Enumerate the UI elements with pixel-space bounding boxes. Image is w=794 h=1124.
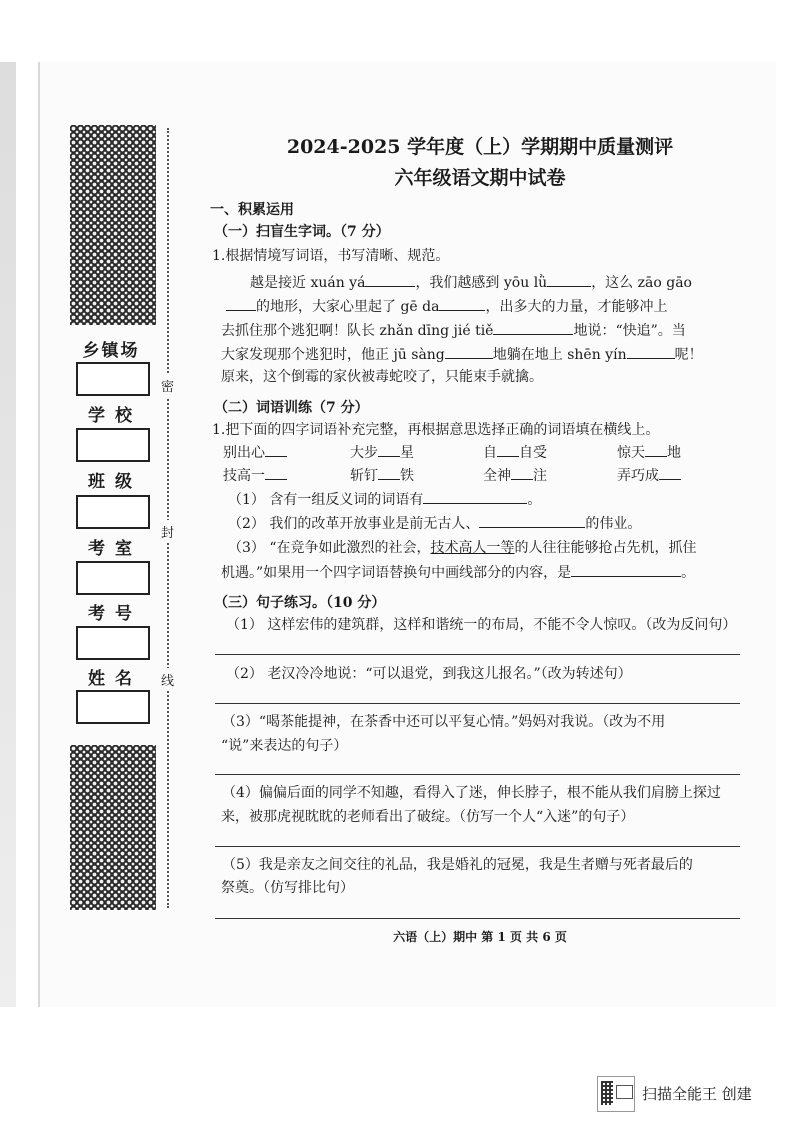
passage-line-5: 原来，这个倒霉的家伙被毒蛇咬了，只能束手就擒。 [221, 369, 543, 385]
answer-line-5[interactable] [215, 918, 740, 919]
part2-instruction: 1.把下面的四字词语补充完整，再根据意思选择正确的词语填在横线上。 [212, 422, 660, 438]
idiom-1: 别出心 [223, 442, 287, 463]
idiom-8: 弄巧成 [617, 465, 681, 486]
binding-line [167, 128, 169, 908]
answer-blank-q2[interactable] [479, 513, 585, 528]
exam-number-field[interactable] [76, 626, 150, 660]
answer-blank-zhandingjietie[interactable] [493, 320, 573, 335]
exam-title: 2024-2025 学年度（上）学期期中质量测评 [286, 136, 674, 158]
answer-line-3[interactable] [215, 774, 740, 775]
security-pattern-bottom [70, 745, 156, 910]
label-township: 乡镇场 [82, 341, 140, 361]
answer-line-2[interactable] [215, 703, 740, 704]
township-field[interactable] [76, 362, 150, 396]
scanner-watermark: 扫描全能王 创建 [642, 1085, 752, 1103]
idiom-7: 全神 注 [483, 465, 547, 486]
idiom-blank[interactable] [497, 442, 519, 457]
answer-line-1[interactable] [215, 654, 740, 655]
idiom-blank[interactable] [378, 442, 400, 457]
answer-blank-jusang[interactable] [445, 344, 493, 359]
answer-blank-xuanya[interactable] [365, 272, 415, 287]
security-pattern-top [70, 125, 156, 325]
vocab-question-3: （3） “在竞争如此激烈的社会，技术高人一等的人往往能够抢占先机，抓住 [228, 540, 697, 556]
vocab-question-1: （1） 含有一组反义词的词语有 。 [228, 489, 541, 510]
sentence-task-4-cont: 来，被那虎视眈眈的老师看出了破绽。（仿写一个人“入迷”的句子） [221, 809, 635, 825]
answer-blank-q1[interactable] [423, 489, 527, 504]
part1-instruction: 1.根据情境写词语，书写清晰、规范。 [212, 248, 450, 264]
underlined-phrase: 技术高人一等 [430, 540, 515, 556]
idiom-3: 自 自受 [483, 442, 547, 463]
part1-heading: （一）扫盲生字词。（7 分） [214, 224, 390, 240]
idiom-blank[interactable] [265, 465, 287, 480]
vocab-question-2: （2） 我们的改革开放事业是前无古人、 的伟业。 [228, 513, 641, 534]
seal-char-xian: 线 [161, 668, 174, 691]
idiom-blank[interactable] [511, 465, 533, 480]
idiom-blank[interactable] [378, 465, 400, 480]
answer-blank-shenyin[interactable] [627, 344, 675, 359]
idiom-blank[interactable] [659, 465, 681, 480]
exam-room-field[interactable] [76, 561, 150, 595]
idiom-5: 技高一 [223, 465, 287, 486]
sentence-task-1: （1） 这样宏伟的建筑群，这样和谐统一的布局，不能不令人惊叹。（改为反问句） [226, 617, 737, 633]
idiom-blank[interactable] [265, 442, 287, 457]
passage-line-4: 大家发现那个逃犯时，他正 jū sàng 地躺在地上 shēn yín 呢！ [221, 344, 703, 365]
sentence-task-2: （2） 老汉冷冷地说：“可以退党，到我这儿报名。”（改为转述句） [226, 666, 632, 682]
answer-blank-zaogao[interactable] [226, 296, 256, 311]
label-exam-room: 考 室 [88, 539, 134, 559]
answer-line-4[interactable] [215, 846, 740, 847]
sentence-task-3-cont: “说”来表达的句子） [221, 738, 348, 754]
seal-char-feng: 封 [161, 520, 174, 543]
idiom-2: 大步 星 [350, 442, 414, 463]
exam-subtitle: 六年级语文期中试卷 [394, 167, 566, 189]
school-field[interactable] [76, 428, 150, 462]
vocab-question-3-cont: 机遇。”如果用一个四字词语替换句中画线部分的内容，是 。 [221, 562, 695, 583]
sentence-task-5: （5）我是亲友之间交往的礼品，我是婚礼的冠冕，我是生者赠与死者最后的 [222, 857, 693, 873]
idiom-4: 惊天 地 [617, 442, 681, 463]
passage-line-3: 去抓住那个逃犯啊！队长 zhǎn dīng jié tiě 地说：“快追”。当 [221, 320, 686, 341]
name-field[interactable] [76, 690, 150, 724]
part2-heading: （二）词语训练（7 分） [214, 400, 369, 416]
sentence-task-3: （3）“喝茶能提神，在茶香中还可以平复心情。”妈妈对我说。（改为不用 [222, 714, 666, 730]
scanner-logo-icon [597, 1076, 635, 1112]
answer-blank-q3[interactable] [571, 562, 681, 577]
scan-edge [0, 62, 16, 1007]
sentence-task-4: （4）偏偏后面的同学不知趣，看得入了迷，伸长脖子，根不能从我们肩膀上探过 [222, 785, 721, 801]
passage-line-2: 的地形，大家心里起了 gē da ，出多大的力量，才能够冲上 [226, 296, 667, 317]
page-footer: 六语（上）期中 第 1 页 共 6 页 [393, 930, 567, 944]
label-exam-number: 考 号 [88, 604, 134, 624]
part3-heading: （三）句子练习。（10 分） [214, 595, 386, 611]
label-name: 姓 名 [88, 669, 134, 689]
passage-line-1: 越是接近 xuán yá ，我们越感到 yōu lǜ ，这么 zāo gāo [250, 272, 692, 293]
answer-blank-geda[interactable] [439, 296, 485, 311]
section-heading: 一、积累运用 [210, 202, 294, 218]
idiom-blank[interactable] [645, 442, 667, 457]
label-school: 学 校 [88, 406, 134, 426]
class-field[interactable] [76, 495, 150, 529]
label-class: 班 级 [88, 472, 134, 492]
sentence-task-5-cont: 祭奠。（仿写排比句） [221, 880, 354, 896]
answer-blank-youlv[interactable] [547, 272, 591, 287]
idiom-6: 斩钉 铁 [350, 465, 414, 486]
seal-char-mi: 密 [161, 374, 174, 397]
